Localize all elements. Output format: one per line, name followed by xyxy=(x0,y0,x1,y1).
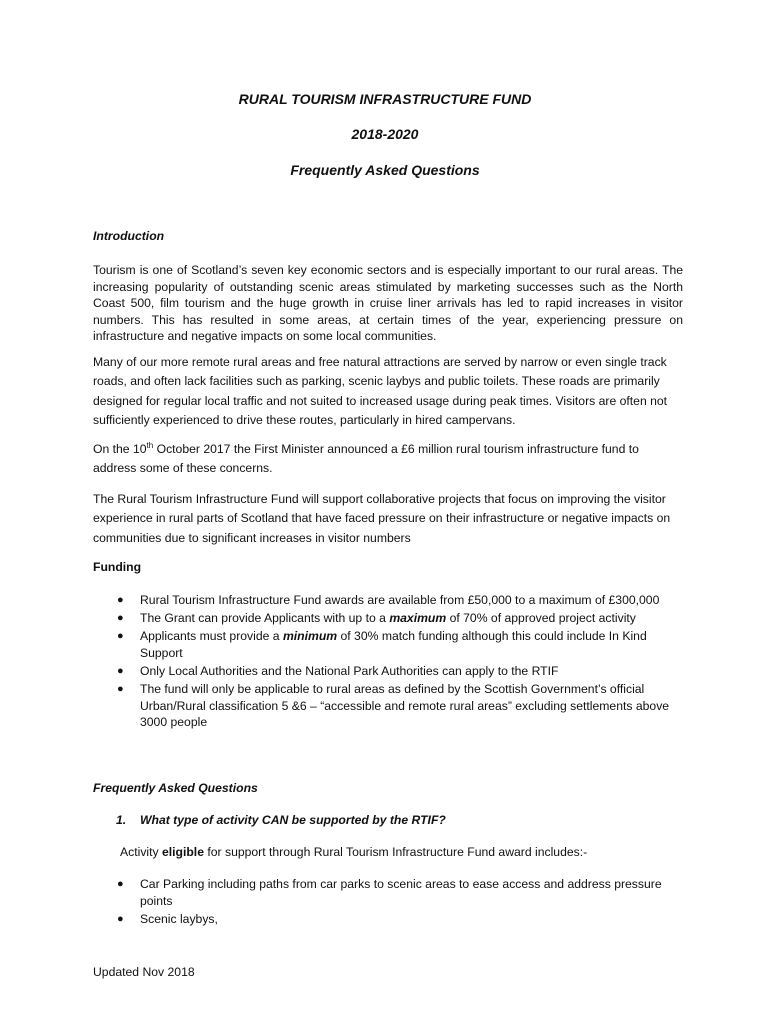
emphasis-eligible: eligible xyxy=(161,845,204,859)
intro-paragraph-3 xyxy=(93,440,683,479)
emphasis-minimum: minimum xyxy=(282,629,338,644)
question-number: 1. xyxy=(116,813,127,827)
list-item xyxy=(93,911,683,928)
intro-paragraph-2: Many of our more remote rural areas and free natural attractions are served by narrow or even single track roads, and often lack facilities such as parking, scenic laybys and public toilets. These roads are primarily designed for regular local traffic and not suited to increased usage during peak times. Visitors are often not sufficiently experienced to drive these routes, particularly in hired campervans. xyxy=(93,355,668,427)
bullet-icon: ● xyxy=(117,912,124,925)
list-item-text: The Grant can provide Applicants with up to a xyxy=(140,611,390,626)
document-subtitle: Frequently Asked Questions xyxy=(290,162,480,178)
bullet-icon: ● xyxy=(117,612,124,625)
p3-text-start: On the 10 xyxy=(93,442,147,456)
list-item-text: The fund will only be applicable to rural areas as defined by the Scottish Government’s official Urban/Rural classification 5 &6 – “accessible and remote rural areas” excluding settlements above 3000 people xyxy=(140,681,670,730)
question-1 xyxy=(116,813,446,827)
bullet-icon: ● xyxy=(117,878,124,890)
bullet-icon: ● xyxy=(117,664,124,677)
list-item xyxy=(93,876,683,909)
funding-list xyxy=(93,592,683,732)
p3-superscript: th xyxy=(146,440,154,450)
list-item-text: of 70% of approved project activity xyxy=(446,611,636,626)
list-item xyxy=(93,628,683,661)
p3-text-end: October 2017 the First Minister announced a £6 million rural tourism infrastructure fund to address some of these concerns. xyxy=(93,442,639,476)
bullet-icon: ● xyxy=(117,682,124,695)
bullet-icon: ● xyxy=(117,630,124,643)
footer-updated-date: Updated Nov 2018 xyxy=(93,965,195,979)
eligible-activity-intro xyxy=(120,845,587,859)
document-years: 2018-2020 xyxy=(351,126,419,142)
document-title: RURAL TOURISM INFRASTRUCTURE FUND xyxy=(238,91,532,107)
lead-text-end: for support through Rural Tourism Infrastructure Fund award includes:- xyxy=(203,845,588,859)
intro-paragraph-1: Tourism is one of Scotland’s seven key economic sectors and is especially important to our rural areas. The increasing popularity of outstanding scenic areas stimulated by marketing successes such as the North Coast 500, film tourism and the huge growth in cruise liner arrivals has led to rapid increases in visitor numbers. This has resulted in some areas, at certain times of the year, experiencing pressure on infrastructure and negative impacts on some local communities. xyxy=(93,263,683,344)
emphasis-maximum: maximum xyxy=(389,611,447,626)
funding-heading: Funding xyxy=(93,560,142,574)
faq-heading: Frequently Asked Questions xyxy=(93,781,258,795)
list-item-text: of 30% match funding although this could include In Kind Support xyxy=(140,629,647,660)
intro-paragraph-4: The Rural Tourism Infrastructure Fund will support collaborative projects that focus on improving the visitor experience in rural parts of Scotland that have faced pressure on their infrastructure or negative impacts on communities due to significant increases in visitor numbers xyxy=(93,492,671,545)
list-item xyxy=(93,681,683,731)
list-item-text: Car Parking including paths from car parks to scenic areas to ease access and address pressure points xyxy=(140,877,662,908)
lead-text-start: Activity xyxy=(120,845,162,859)
list-item-text: Scenic laybys, xyxy=(140,911,218,926)
list-item xyxy=(93,592,683,609)
introduction-heading: Introduction xyxy=(93,229,165,243)
list-item-text: Rural Tourism Infrastructure Fund awards are available from £50,000 to a maximum of £300,000 xyxy=(140,593,660,607)
list-item xyxy=(93,610,683,627)
question-text: What type of activity CAN be supported by the RTIF? xyxy=(140,813,446,827)
eligible-activity-list xyxy=(93,876,683,929)
bullet-icon: ● xyxy=(117,594,124,606)
list-item xyxy=(93,663,683,680)
list-item-text: Only Local Authorities and the National Park Authorities can apply to the RTIF xyxy=(140,663,559,678)
list-item-text: Applicants must provide a xyxy=(140,629,283,644)
